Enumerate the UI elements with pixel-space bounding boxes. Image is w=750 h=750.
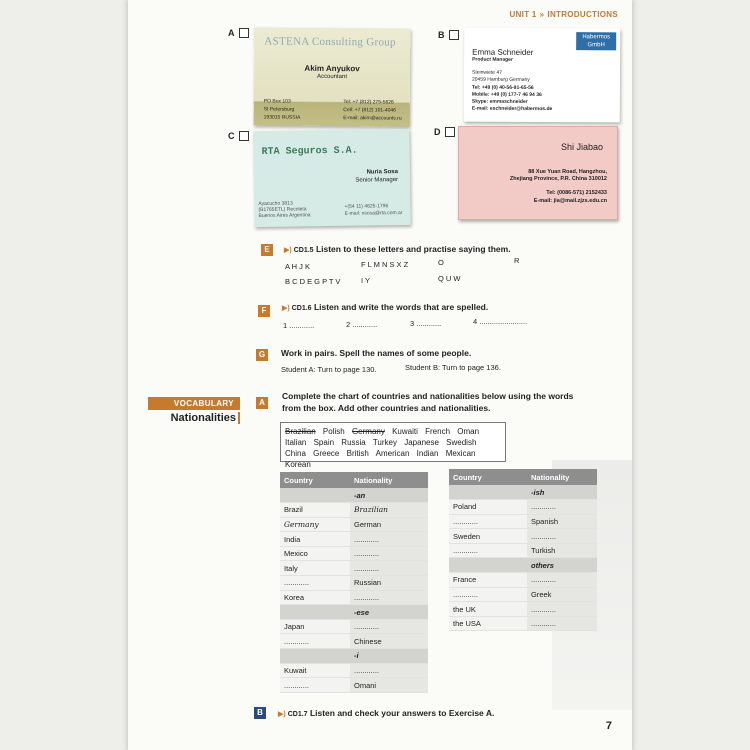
country-cell[interactable]: ............ — [280, 634, 350, 649]
addr-line: (B1765ETL) Recoleta — [258, 206, 307, 214]
option-a[interactable] — [228, 28, 249, 38]
letter-group: A H J K — [285, 262, 311, 271]
exercise-a-instruction — [282, 390, 573, 414]
card-address — [472, 70, 530, 84]
option-c-letter: C — [228, 131, 235, 141]
nationality-cell[interactable]: ............ — [527, 500, 597, 515]
country-cell: the UK — [449, 602, 527, 617]
exercise-b-marker: B — [254, 707, 266, 719]
table-row — [449, 500, 597, 515]
word-item: Greece — [313, 449, 340, 458]
page-number: 7 — [605, 720, 612, 732]
contact-line: Mobile: +49 (0) 177-7 46 94 36 — [471, 91, 542, 98]
word-item: Russia — [341, 438, 366, 447]
nationality-cell[interactable]: ............ — [350, 561, 428, 576]
country-cell[interactable]: ............ — [280, 678, 350, 693]
addr-line: 193015 RUSSIA — [263, 114, 301, 121]
nationality-cell: German — [350, 517, 428, 532]
addr-line: 88 Xue Yuan Road, Hangzhou, — [528, 169, 607, 175]
nationality-table-right — [449, 469, 597, 631]
card-contact — [344, 203, 402, 218]
letter-group: O — [438, 258, 444, 267]
business-card-b — [464, 28, 620, 123]
vocabulary-label: VOCABULARY — [148, 397, 240, 410]
word-item: Spain — [313, 438, 335, 447]
country-cell: Kuwait — [280, 663, 350, 678]
nationality-cell: others — [527, 558, 597, 573]
table-row — [449, 573, 597, 588]
answer-blank-2[interactable]: 2 ............ — [346, 320, 378, 329]
instruction-text: Listen and check your answers to Exercise A. — [309, 708, 495, 718]
instruction-line: Complete the chart of countries and nationalities below using the words — [282, 391, 574, 401]
country-cell: Sweden — [449, 529, 527, 544]
column-header-nationality: Nationality — [350, 472, 428, 488]
country-cell — [449, 485, 527, 500]
country-cell: Japan — [280, 619, 350, 634]
card-address — [510, 169, 607, 183]
option-a-letter: A — [228, 28, 235, 38]
table-row — [280, 517, 428, 532]
country-cell: the USA — [449, 616, 527, 631]
contact-line: E-mail: nsosa@rta.com.ar — [344, 210, 403, 217]
country-cell — [449, 558, 527, 573]
word-box — [280, 422, 506, 469]
cd-track: CD1.5 — [293, 247, 314, 254]
table-row — [280, 546, 428, 561]
instruction-line: from the box. Add other countries and nationalities. — [282, 403, 491, 413]
card-name: Nuria Sosa — [366, 169, 398, 176]
nationality-cell[interactable]: ............ — [527, 529, 597, 544]
table-row — [280, 678, 428, 693]
word-item: Indian — [416, 449, 439, 458]
nationality-cell: Omani — [350, 678, 428, 693]
instruction-text: Listen to these letters and practise saying them. — [315, 244, 511, 254]
contact-line: E-mail: akim@accounts.ru — [343, 115, 402, 122]
option-a-checkbox[interactable] — [239, 28, 249, 38]
letter-group: F L M N S X Z — [361, 260, 409, 269]
nationality-cell: -ish — [527, 485, 597, 500]
country-cell[interactable]: ............ — [449, 543, 527, 558]
nationality-cell: Russian — [350, 576, 428, 591]
word-item-crossed: Germany — [351, 427, 385, 436]
student-b-note: Student B: Turn to page 136. — [405, 363, 501, 372]
answer-blank-3[interactable]: 3 ............ — [410, 319, 442, 328]
word-item: Italian — [285, 438, 307, 447]
contact-line: E-mail: jia@mail.zjzs.edu.cn — [533, 198, 607, 204]
nationality-cell: Greek — [527, 587, 597, 602]
word-item: American — [375, 449, 410, 458]
table-group-row — [449, 558, 597, 573]
table-row — [280, 619, 428, 634]
exercise-f-instruction — [282, 302, 488, 312]
option-d[interactable] — [434, 127, 455, 137]
nationality-cell: -i — [350, 649, 428, 664]
option-b[interactable] — [438, 30, 459, 40]
country-cell: Brazil — [280, 503, 350, 518]
addr-line: Zhejiang Province, P.R. China 310012 — [509, 176, 607, 182]
table-row — [449, 543, 597, 558]
card-address — [258, 200, 310, 219]
contact-line: Cell: +7 (812) 101-4046 — [343, 107, 396, 114]
nationality-cell: Spanish — [527, 514, 597, 529]
nationality-table-left — [280, 472, 428, 693]
business-card-a — [254, 27, 411, 126]
country-cell: Germany — [280, 517, 350, 532]
cd-track: CD1.7 — [287, 711, 308, 718]
country-cell: France — [449, 573, 527, 588]
nationality-cell[interactable]: ............ — [350, 663, 428, 678]
letter-group: R — [514, 256, 520, 265]
card-company: ASTENA Consulting Group — [264, 35, 396, 49]
table-row — [280, 532, 428, 547]
word-item: Korean — [285, 460, 311, 469]
nationality-cell: Turkish — [527, 543, 597, 558]
nationality-cell: -ese — [350, 605, 428, 620]
table-row — [449, 602, 597, 617]
country-cell: Italy — [280, 561, 350, 576]
country-cell: Korea — [280, 590, 350, 605]
exercise-e-marker: E — [261, 244, 273, 256]
unit-number: UNIT 1 — [509, 10, 537, 19]
exercise-g-instruction: Work in pairs. Spell the names of some people. — [281, 348, 472, 358]
nationality-cell[interactable]: ............ — [350, 532, 428, 547]
contact-line: Tel: +7 (812) 275-5626 — [343, 99, 394, 106]
word-item: Polish — [322, 427, 345, 436]
card-contact — [534, 189, 607, 205]
nationality-cell: Chinese — [350, 634, 428, 649]
textbook-page — [128, 0, 632, 750]
word-item-crossed: Brazilian — [285, 427, 316, 436]
exercise-b-instruction — [278, 708, 494, 718]
word-row — [285, 437, 501, 448]
nationality-cell: Brazilian — [350, 503, 428, 518]
letter-group: B C D E G P T V — [285, 277, 341, 286]
nationality-cell[interactable]: ............ — [527, 602, 597, 617]
company-logo: Habermos GmbH — [576, 32, 616, 50]
country-cell: India — [280, 532, 350, 547]
card-title: Senior Manager — [355, 177, 399, 184]
answer-blank-1[interactable]: 1 ............ — [283, 321, 315, 330]
nationality-cell[interactable]: ............ — [350, 590, 428, 605]
option-c-checkbox[interactable] — [239, 131, 249, 141]
column-header-nationality: Nationality — [527, 469, 597, 485]
table-group-row — [280, 605, 428, 620]
unit-header — [510, 10, 618, 19]
addr-line: 20459 Hamburg Germany — [471, 76, 530, 83]
nationality-cell[interactable]: ............ — [350, 619, 428, 634]
word-item: Kuwaiti — [392, 427, 418, 436]
card-company: RTA Seguros S.A. — [261, 145, 358, 158]
country-cell[interactable]: ............ — [449, 587, 527, 602]
table-row — [280, 634, 428, 649]
column-header-country: Country — [449, 469, 527, 485]
card-contact — [472, 85, 553, 113]
card-title: Product Manager — [472, 56, 513, 63]
country-cell: Mexico — [280, 546, 350, 561]
country-cell — [280, 488, 350, 503]
unit-section: INTRODUCTIONS — [547, 10, 618, 19]
audio-icon[interactable]: ▶) — [282, 305, 290, 312]
contact-line: +(54 11) 4625-1796 — [344, 203, 389, 210]
audio-icon[interactable]: ▶) — [278, 711, 286, 718]
table-row — [449, 587, 597, 602]
word-item: Turkey — [372, 438, 397, 447]
addr-line: Steinwiete 47 — [471, 69, 503, 76]
table-row — [449, 529, 597, 544]
table-group-row — [280, 488, 428, 503]
section-title: Nationalities — [148, 412, 240, 424]
contact-line: E-mail: eschneider@habermos.de — [471, 105, 553, 113]
contact-line: Tel: (0086-571) 2152433 — [546, 190, 607, 196]
word-item: Oman — [457, 427, 480, 436]
student-a-note: Student A: Turn to page 130. — [281, 365, 377, 374]
word-item: French — [425, 427, 451, 436]
card-name: Emma Schneider — [472, 47, 534, 57]
option-c[interactable] — [228, 131, 249, 141]
word-item: Mexican — [445, 449, 476, 458]
option-b-letter: B — [438, 30, 445, 40]
header-separator: » — [539, 10, 545, 19]
card-title: Accountant — [316, 73, 348, 81]
word-item: British — [346, 449, 369, 458]
card-contact — [343, 98, 402, 123]
country-cell: Poland — [449, 500, 527, 515]
nationality-cell[interactable]: ............ — [527, 616, 597, 631]
country-cell[interactable]: ............ — [280, 576, 350, 591]
addr-line: PO Box 103 — [263, 98, 291, 105]
addr-line: St Petersburg — [263, 106, 295, 113]
exercise-e-instruction — [284, 244, 511, 254]
table-row — [280, 576, 428, 591]
table-row — [280, 503, 428, 518]
card-address — [264, 97, 301, 121]
option-d-checkbox[interactable] — [445, 127, 455, 137]
card-name: Akim Anyukov — [304, 63, 360, 74]
business-card-c — [253, 129, 410, 227]
contact-line: Tel: +49 (0) 40-56-91-65-56 — [471, 84, 534, 91]
contact-line: Skype: emmaschneider — [471, 98, 528, 105]
table-row — [449, 514, 597, 529]
answer-blank-4[interactable]: 4 ....................... — [473, 317, 528, 326]
column-header-country: Country — [280, 472, 350, 488]
exercise-g-marker: G — [256, 349, 268, 361]
exercise-f-marker: F — [258, 305, 270, 317]
word-row — [285, 448, 501, 470]
addr-line: Buenos Aires Argentina — [258, 212, 311, 220]
letter-group: Q U W — [438, 274, 461, 283]
word-item: Japanese — [404, 438, 439, 447]
instruction-text: Listen and write the words that are spelled. — [313, 302, 489, 312]
word-row — [285, 426, 501, 437]
exercise-a-marker: A — [256, 397, 268, 409]
option-d-letter: D — [434, 127, 441, 137]
cd-track: CD1.6 — [291, 305, 312, 312]
word-item: Swedish — [446, 438, 477, 447]
table-row — [280, 663, 428, 678]
table-row — [280, 590, 428, 605]
country-cell — [280, 649, 350, 664]
table-row — [280, 561, 428, 576]
nationality-cell[interactable]: ............ — [527, 573, 597, 588]
nationality-cell[interactable]: ............ — [350, 546, 428, 561]
country-cell — [280, 605, 350, 620]
table-group-row — [449, 485, 597, 500]
option-b-checkbox[interactable] — [449, 30, 459, 40]
addr-line: Ayacucho 3813 — [258, 200, 293, 208]
table-row — [449, 616, 597, 631]
letter-group: I Y — [361, 276, 371, 285]
card-name: Shi Jiabao — [560, 142, 603, 152]
country-cell[interactable]: ............ — [449, 514, 527, 529]
business-card-d — [458, 126, 618, 220]
word-item: China — [285, 449, 306, 458]
table-group-row — [280, 649, 428, 664]
nationality-cell: -an — [350, 488, 428, 503]
audio-icon[interactable]: ▶) — [284, 247, 292, 254]
